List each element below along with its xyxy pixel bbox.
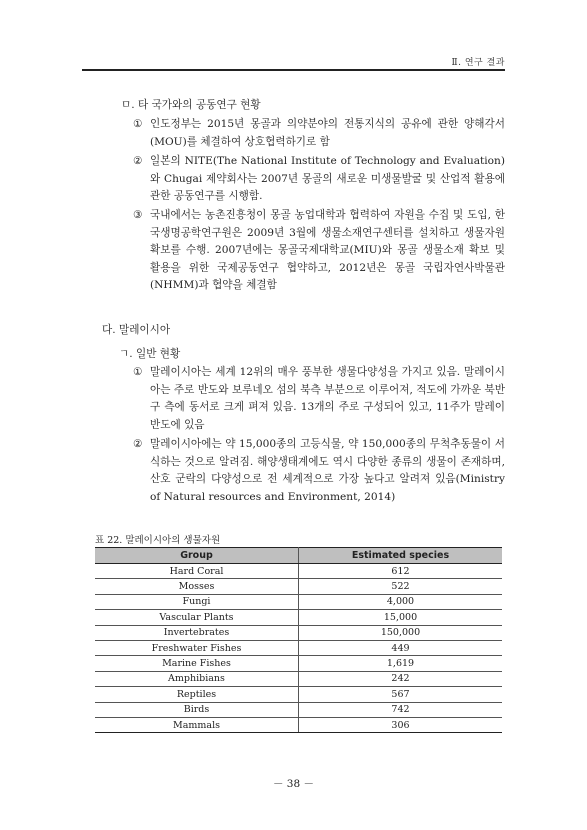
table-row [95, 625, 502, 640]
species-cell: 242 [299, 671, 503, 686]
header-rule [82, 69, 505, 71]
list-item [133, 207, 505, 295]
table-row [95, 610, 502, 625]
item-number: ③ [133, 209, 143, 221]
species-cell: 522 [299, 579, 503, 594]
table-row [95, 640, 502, 655]
species-cell: 449 [299, 640, 503, 655]
malaysia-heading: 다. 말레이시아 [102, 324, 171, 336]
biological-resources-table [95, 547, 502, 733]
running-header: Ⅱ. 연구 결과 [451, 58, 505, 68]
species-cell: 1,619 [299, 656, 503, 671]
table-row [95, 687, 502, 702]
list-item [133, 436, 505, 506]
group-cell: Marine Fishes [95, 656, 299, 671]
page-number: － 38 － [272, 778, 315, 790]
list-item [133, 364, 505, 434]
group-cell: Birds [95, 702, 299, 717]
group-cell: Vascular Plants [95, 610, 299, 625]
item-text: 국내에서는 농촌진흥청이 몽골 농업대학과 협력하여 자원을 수집 및 도입, 한국생명공학연구원은 2009년 3월에 생물소재연구센터를 설치하고 생물자원 확보를 수행. 2007년에는 몽골국제대학교(MIU)와 몽골 생물소재 확보 및 활용을 위한 국제공동연구 협약하고, 2012년은 몽골 국립자연사박물관 (NHMM)과 협약을 체결함 [150, 209, 505, 292]
item-number: ① [133, 118, 143, 130]
cooperation-heading: ㅁ. 타 국가와의 공동연구 현황 [121, 99, 261, 111]
table-row [95, 702, 502, 717]
table-row [95, 579, 502, 594]
group-cell: Reptiles [95, 687, 299, 702]
group-cell: Mammals [95, 717, 299, 732]
species-cell: 15,000 [299, 610, 503, 625]
group-cell: Hard Coral [95, 564, 299, 579]
item-text: 일본의 NITE(The National Institute of Technology and Evaluation)와 Chugai 제약회사는 2007년 몽골의 새로운 미생물발굴 및 산업적 활용에 관한 공동연구를 시행함. [150, 155, 505, 203]
item-number: ① [133, 366, 143, 378]
group-cell: Freshwater Fishes [95, 640, 299, 655]
general-status-heading: ㄱ. 일반 현황 [119, 348, 181, 360]
item-text: 인도정부는 2015년 몽골과 의약분야의 전통지식의 공유에 관한 양해각서(MOU)를 체결하여 상호협력하기로 함 [150, 118, 505, 148]
item-number: ② [133, 155, 143, 167]
group-cell: Invertebrates [95, 625, 299, 640]
species-cell: 4,000 [299, 594, 503, 609]
item-number: ② [133, 438, 143, 450]
item-text: 말레이시아는 세계 12위의 매우 풍부한 생물다양성을 가지고 있음. 말레이시아는 주로 반도와 보루네오 섬의 북측 부분으로 이루어져, 적도에 가까운 북반구 측에 동서로 크게 펴져 있음. 13개의 주로 구성되어 있고, 11주가 말레이반도에 있음 [150, 366, 505, 431]
table-row [95, 717, 502, 732]
table-row [95, 594, 502, 609]
table-row [95, 656, 502, 671]
list-item [133, 116, 505, 151]
table-header-row [95, 548, 502, 564]
item-text: 말레이시아에는 약 15,000종의 고등식물, 약 150,000종의 무척추동물이 서식하는 것으로 알려짐. 해양생태계에도 역시 다양한 종류의 생물이 존재하며, 산호 군락의 다양성으로 전 세계적으로 가장 높다고 알려져 있음(Ministry of Natural resources and Environment, 2014) [150, 438, 505, 503]
group-cell: Mosses [95, 579, 299, 594]
species-cell: 742 [299, 702, 503, 717]
species-cell: 567 [299, 687, 503, 702]
species-cell: 150,000 [299, 625, 503, 640]
group-cell: Amphibians [95, 671, 299, 686]
group-cell: Fungi [95, 594, 299, 609]
species-cell: 306 [299, 717, 503, 732]
list-item [133, 153, 505, 206]
table-row [95, 564, 502, 579]
species-cell: 612 [299, 564, 503, 579]
table-row [95, 671, 502, 686]
column-header-group: Group [95, 548, 299, 564]
table-caption: 표 22. 말레이시아의 생물자원 [95, 535, 221, 546]
column-header-species: Estimated species [299, 548, 503, 564]
